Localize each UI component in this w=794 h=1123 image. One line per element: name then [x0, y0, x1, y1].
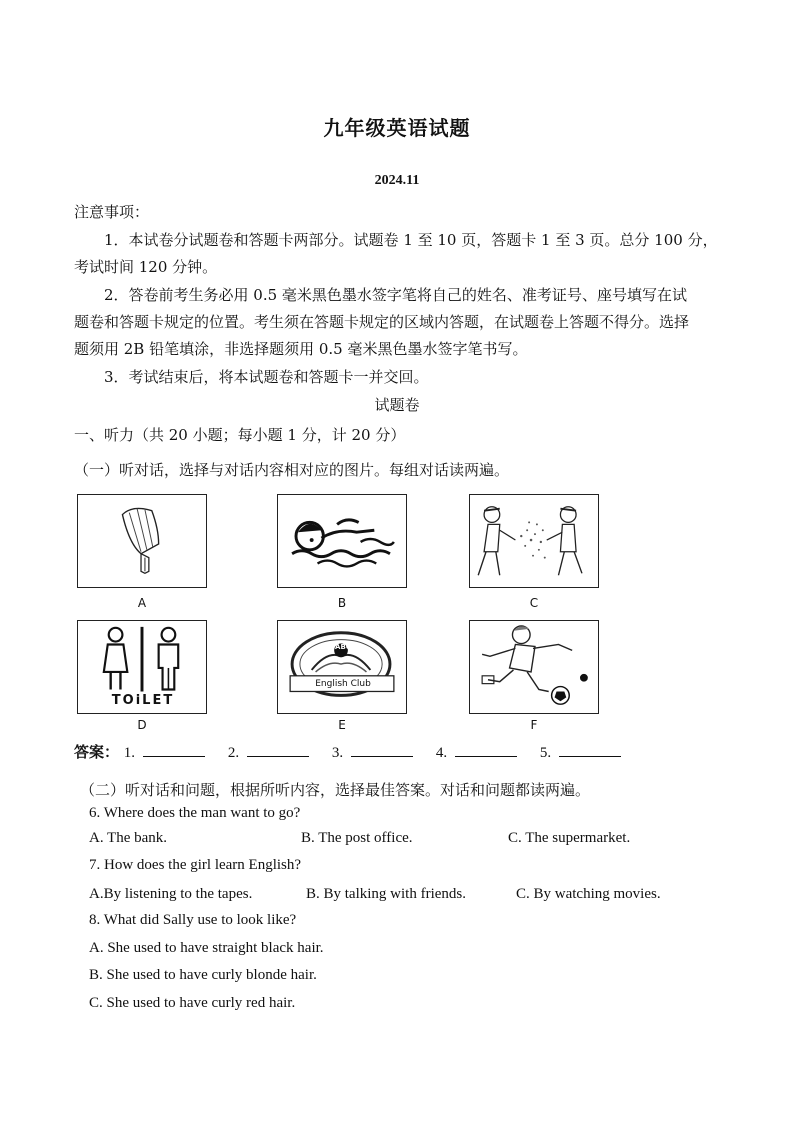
answer-blank-3[interactable] [351, 744, 413, 757]
part-1-sub-1-instruction: （一）听对话，选择与对话内容相对应的图片。每组对话读两遍。 [74, 461, 510, 479]
page-title: 九年级英语试题 [323, 116, 471, 140]
water-fight-icon [469, 494, 599, 588]
question-6-option-c: C. The supermarket. [508, 830, 631, 846]
question-6: 6. Where does the man want to go? [89, 805, 301, 821]
answer-blank-2[interactable] [247, 744, 309, 757]
question-8: 8. What did Sally use to look like? [89, 912, 297, 928]
answer-blank-1[interactable] [143, 744, 205, 757]
sky-lantern-icon [77, 494, 207, 588]
question-7-option-a: A.By listening to the tapes. [89, 886, 253, 902]
question-7: 7. How does the girl learn English? [89, 857, 302, 873]
answer-number-3: 3. [331, 745, 344, 761]
picture-f-label: F [530, 718, 538, 732]
answer-blank-4[interactable] [455, 744, 517, 757]
answer-number-4: 4. [435, 745, 448, 761]
answer-line [74, 741, 639, 762]
answer-blank-5[interactable] [559, 744, 621, 757]
picture-b-label: B [337, 596, 347, 610]
question-7-option-b: B. By talking with friends. [306, 886, 466, 902]
section-title: 试题卷 [374, 396, 420, 414]
note-2-line-3: 题须用 2B 铅笔填涂，非选择题须用 0.5 毫米黑色墨水签字笔书写。 [74, 340, 528, 358]
logo-letters: ABC [335, 643, 351, 651]
toilet-sign-icon [77, 620, 207, 714]
logo-text: English Club [315, 679, 371, 689]
toilet-sign-text: TOiLET [111, 693, 175, 708]
picture-d-label: D [137, 718, 147, 732]
answers-label: 答案： [74, 743, 120, 761]
picture-c-label: C [529, 596, 539, 610]
note-1-line-1: 1．本试卷分试题卷和答题卡两部分。试题卷 1 至 10 页，答题卡 1 至 3 页。总分 100 分， [104, 231, 718, 249]
swimmer-icon [277, 494, 407, 588]
note-2-line-2: 题卷和答题卡规定的位置。考生须在答题卡规定的区域内答题，在试题卷上答题不得分。选择 [74, 313, 690, 331]
question-8-option-c: C. She used to have curly red hair. [89, 995, 296, 1011]
answer-number-1: 1. [123, 745, 136, 761]
soccer-player-icon [469, 620, 599, 714]
question-8-option-b: B. She used to have curly blonde hair. [89, 967, 317, 983]
answer-number-5: 5. [539, 745, 552, 761]
note-3: 3．考试结束后，将本试题卷和答题卡一并交回。 [104, 368, 429, 386]
note-1-line-2: 考试时间 120 分钟。 [74, 258, 218, 276]
picture-a-label: A [137, 596, 147, 610]
part-1-sub-2-instruction: （二）听对话和问题，根据所听内容，选择最佳答案。对话和问题都读两遍。 [80, 781, 591, 799]
english-club-logo-icon [277, 620, 407, 714]
answer-number-2: 2. [227, 745, 240, 761]
part-1-title: 一、听力（共 20 小题；每小题 1 分，计 20 分） [74, 426, 406, 444]
notes-heading: 注意事项： [74, 203, 150, 221]
picture-e-label: E [338, 718, 346, 732]
question-6-option-b: B. The post office. [301, 830, 413, 846]
question-6-option-a: A. The bank. [89, 830, 168, 846]
note-2-line-1: 2．答卷前考生务必用 0.5 毫米黑色墨水签字笔将自己的姓名、准考证号、座号填写在试 [104, 286, 687, 304]
question-8-option-a: A. She used to have straight black hair. [89, 940, 324, 956]
exam-date: 2024.11 [374, 173, 420, 188]
question-7-option-c: C. By watching movies. [516, 886, 661, 902]
